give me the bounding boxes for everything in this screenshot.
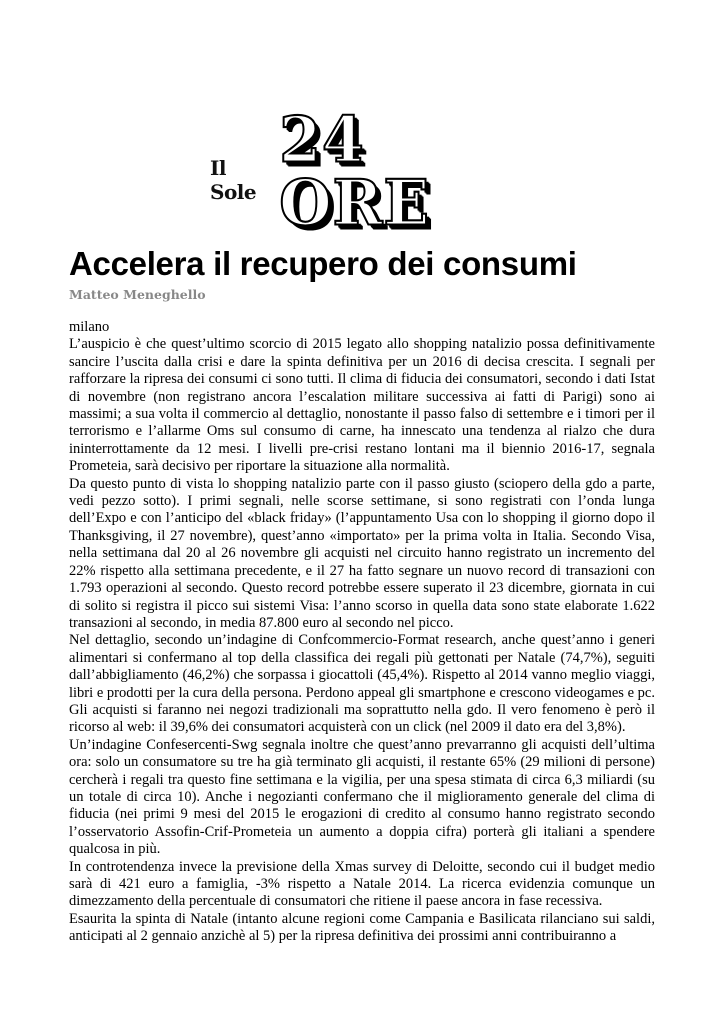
- masthead-big-text: 24 ORE: [279, 103, 431, 241]
- article-title: Accelera il recupero dei consumi: [69, 245, 577, 282]
- dateline: milano: [69, 319, 110, 335]
- article-author: Matteo Meneghello: [69, 287, 206, 302]
- article-body: [69, 319, 655, 946]
- masthead-logo: [210, 103, 510, 241]
- paragraph: Nel dettaglio, secondo un’indagine di Confcommercio-Format research, anche quest’anno i generi alimentari si confermano al top della classifica dei regali più gettonati per Natale (74,7%), seguiti dall’abbigliamento (46,2%) che sorpassa i giocattoli (45,4%). Rispetto al 2014 vanno meglio viaggi, libri e prodotti per la cura della persona. Perdono appeal gli smartphone e crescono videogames e pc. Gli acquisti si faranno nei negozi tradizionali ma soprattutto nella gdo. Il vero fenomeno è però il ricorso al web: il 39,6% dei consumatori acquisterà con un click (nel 2009 il dato era del 3,8%).: [69, 632, 655, 736]
- masthead-small-text: Il Sole: [210, 156, 257, 204]
- paragraph: Da questo punto di vista lo shopping natalizio parte con il passo giusto (sciopero della gdo a parte, vedi pezzo sotto). I primi segnali, nelle scorse settimane, si sono registrati con l’onda lunga dell’Expo e con l’anticipo del «black friday» (l’appuntamento Usa con lo shopping il giorno dopo il Thanksgiving, il 27 novembre), quest’anno «importato» per la prima volta in Italia. Secondo Visa, nella settimana dal 20 al 26 novembre gli acquisti nel circuito hanno registrato un incremento del 22% rispetto alla settimana precedente, e il 27 ha fatto segnare un nuovo record di transazioni con 1.793 operazioni al secondo. Questo record potrebbe essere superato il 23 dicembre, giornata in cui di solito si registra il picco sui sistemi Visa: l’anno scorso in quella data sono state elaborate 1.622 transazioni al secondo, in media 87.800 euro al secondo nel picco.: [69, 475, 655, 631]
- paragraph: In controtendenza invece la previsione della Xmas survey di Deloitte, secondo cui il budget medio sarà di 421 euro a famiglia, -3% rispetto a Natale 2014. La ricerca evidenzia comunque un dimezzamento della percentuale di consumatori che ritiene il paese ancora in fase recessiva.: [69, 858, 655, 910]
- paragraph: Un’indagine Confesercenti-Swg segnala inoltre che quest’anno prevarranno gli acquisti dell’ultima ora: solo un consumatore su tre ha già terminato gli acquisti, il restante 65% (29 milioni di persone) cercherà i regali tra questo fine settimana e la vigilia, per una spesa stimata di circa 6,3 miliardi (su un totale di circa 10). Anche i negozianti confermano che il miglioramento generale del clima di fiducia (nei primi 9 mesi del 2015 le erogazioni di credito al consumo hanno registrato secondo l’osservatorio Assofin-Crif-Prometeia un aumento a doppia cifra) porterà gli italiani a spendere qualcosa in più.: [69, 736, 655, 858]
- paragraph: L’auspicio è che quest’ultimo scorcio di 2015 legato allo shopping natalizio possa definitivamente sancire l’uscita dalla crisi e dare la spinta definitiva per un 2016 di decisa crescita. I segnali per rafforzare la ripresa dei consumi ci sono tutti. Il clima di fiducia dei consumatori, secondo i dati Istat di novembre (non registrano ancora l’escalation militare successiva ai fatti di Parigi) sono ai massimi; a sua volta il commercio al dettaglio, nonostante il passo falso di settembre e i timori per il terrorismo e l’allarme Oms sul consumo di carne, ha innescato una tendenza al rialzo che dura ininterrottamente da 12 mesi. I livelli pre-crisi restano lontani ma il biennio 2016-17, segnala Prometeia, sarà decisivo per riportare la situazione alla normalità.: [69, 336, 655, 475]
- paragraph: Esaurita la spinta di Natale (intanto alcune regioni come Campania e Basilicata rilanciano sui saldi, anticipati al 2 gennaio anzichè al 5) per la ripresa definitiva dei prossimi anni contribuiranno a: [69, 910, 655, 945]
